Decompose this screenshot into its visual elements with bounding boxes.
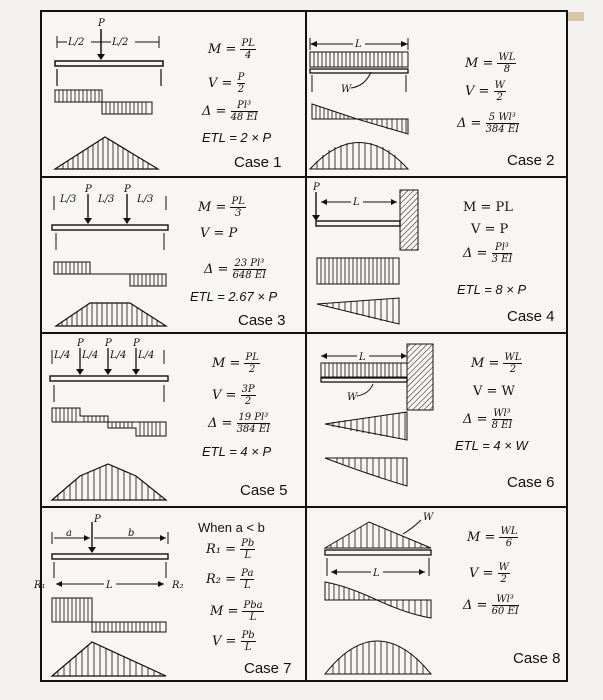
shear-formula: V = $\frac{P}{2}$	[208, 72, 245, 95]
case-2-cell	[307, 12, 566, 176]
case-8-cell	[307, 508, 566, 680]
case-3-load-label: P	[124, 184, 131, 195]
condition-text: When a < b	[198, 520, 265, 535]
case-label: Case 6	[507, 474, 555, 491]
shear-diagram-negative	[102, 102, 152, 114]
shear-diagram-negative	[357, 119, 408, 134]
moment-formula: M = $\frac{WL}{6}$	[467, 526, 518, 549]
span-label: b	[128, 528, 135, 539]
case-5-load-label: P	[133, 338, 140, 349]
beam	[325, 550, 431, 555]
moment-formula: M = $\frac{PL}{4}$	[208, 38, 255, 61]
reaction-label: R₁	[34, 580, 46, 591]
shear-diagram-negative	[92, 622, 166, 632]
deflection-formula: Δ = $\frac{\text{19 Pl³}}{384 EI}$	[208, 412, 271, 435]
span-label: L/3	[60, 194, 77, 205]
deflection-formula: Δ = $\frac{\text{Wl³}}{8 EI}$	[463, 408, 513, 431]
moment-formula: M = $\frac{PL}{2}$	[212, 352, 259, 375]
case-label: Case 3	[238, 312, 286, 329]
fixed-support	[400, 190, 418, 250]
case-2-load-label: W	[341, 84, 352, 95]
deflection-formula: Δ = $\frac{\text{23 Pl³}}{648 EI}$	[204, 258, 267, 281]
shear-formula: V = $\frac{3P}{2}$	[212, 384, 255, 407]
case-3-diagram	[42, 178, 305, 332]
span-label: L/4	[138, 350, 155, 361]
shear-formula: V = $\frac{W}{2}$	[469, 562, 509, 585]
case-label: Case 2	[507, 152, 555, 169]
case-6-cell	[307, 334, 566, 506]
beam	[50, 376, 168, 381]
span-label: L/2	[112, 37, 129, 48]
moment-diagram	[52, 642, 166, 676]
shear-formula: V = P	[471, 222, 509, 237]
case-5-load-label: P	[105, 338, 112, 349]
moment-diagram	[56, 303, 166, 326]
case-1-cell	[42, 12, 305, 176]
moment-formula: M = $\frac{PL}{3}$	[198, 196, 245, 219]
deflection-formula: Δ = $\frac{\text{5 Wl³}}{384 EI}$	[457, 112, 520, 135]
arrow-head-icon	[88, 547, 96, 553]
moment-formula: M = PL	[463, 200, 513, 215]
span-label: L	[353, 197, 360, 208]
span-label: L	[355, 39, 362, 50]
case-label: Case 4	[507, 308, 555, 325]
shear-formula: V = $\frac{Pb}{L}$	[212, 630, 255, 653]
span-label: L/4	[82, 350, 99, 361]
etl-formula: ETL = 4 × W	[455, 438, 528, 453]
span-label: L	[106, 580, 113, 591]
etl-formula: ETL = 4 × P	[202, 444, 272, 459]
fixed-support	[407, 344, 433, 410]
load-pointer	[403, 520, 421, 534]
moment-diagram	[325, 458, 407, 486]
moment-diagram	[52, 464, 166, 500]
etl-formula: ETL = 8 × P	[457, 282, 527, 297]
span-label: L/3	[137, 194, 154, 205]
cantilever-beam	[321, 378, 407, 382]
deflection-formula: Δ = $\frac{\text{Wl³}}{60 EI}$	[463, 594, 519, 617]
moment-formula: M = $\frac{WL}{2}$	[471, 352, 522, 375]
case-label: Case 7	[244, 660, 292, 677]
case-4-cell	[307, 178, 566, 332]
case-8-load-label: W	[423, 512, 434, 523]
shear-formula: V = $\frac{W}{2}$	[465, 80, 505, 103]
arrow-head-icon	[76, 369, 84, 375]
case-4-load-label: P	[313, 182, 320, 193]
span-label: a	[66, 528, 72, 539]
load-pointer	[357, 384, 373, 396]
deflection-formula: Δ = $\frac{\text{Pl³}}{3 EI}$	[463, 242, 513, 265]
shear-formula: V = P	[200, 226, 238, 241]
case-7-diagram	[34, 508, 305, 680]
arrow-head-icon	[123, 218, 131, 224]
beam	[310, 69, 408, 73]
case-7-cell	[34, 508, 305, 680]
distributed-load	[321, 363, 407, 377]
moment-formula: M = $\frac{WL}{8}$	[465, 52, 516, 75]
case-1-diagram	[42, 12, 305, 176]
moment-diagram	[55, 137, 158, 169]
case-3-load-label: P	[85, 184, 92, 195]
case-label: Case 8	[513, 650, 561, 667]
distributed-load	[310, 52, 408, 67]
span-label: L	[359, 352, 366, 363]
case-7-load-label: P	[94, 514, 101, 525]
etl-formula: ETL = 2 × P	[202, 130, 272, 145]
deflection-formula: Δ = $\frac{\text{Pl³}}{48 EI}$	[202, 100, 258, 123]
etl-formula: ETL = 2.67 × P	[190, 289, 278, 304]
case-6-load-label: W	[347, 392, 358, 403]
arrow-head-icon	[97, 54, 105, 60]
shear-diagram	[325, 412, 407, 440]
shear-formula: V = W	[473, 384, 515, 399]
moment-formula: M = $\frac{\text{Pba}}{L}$	[210, 600, 263, 623]
shear-diagram-positive	[312, 104, 357, 119]
load-pointer	[351, 72, 371, 88]
shear-diagram-positive	[54, 262, 90, 274]
span-label: L/2	[68, 37, 85, 48]
arrow-head-icon	[312, 215, 320, 221]
span-label: L	[373, 568, 380, 579]
case-label: Case 1	[234, 154, 282, 171]
beam-cases-table	[34, 10, 568, 682]
case-3-cell	[42, 178, 305, 332]
beam	[55, 61, 163, 66]
arrow-head-icon	[132, 369, 140, 375]
reaction-1-formula: R₁ = $\frac{Pb}{L}$	[206, 538, 255, 561]
reaction-label: R₂	[172, 580, 184, 591]
span-label: L/4	[110, 350, 127, 361]
span-label: L/4	[54, 350, 71, 361]
beam	[52, 554, 168, 559]
case-label: Case 5	[240, 482, 288, 499]
reaction-2-formula: R₂ = $\frac{Pa}{L}$	[206, 568, 254, 591]
cantilever-beam	[316, 221, 400, 226]
case-5-cell	[42, 334, 305, 506]
arrow-head-icon	[104, 369, 112, 375]
case-1-load-label: P	[98, 18, 105, 29]
beam	[52, 225, 168, 230]
shear-diagram-negative	[130, 274, 166, 286]
span-label: L/3	[98, 194, 115, 205]
case-5-load-label: P	[77, 338, 84, 349]
shear-diagram-negative	[108, 422, 166, 436]
moment-diagram	[325, 641, 431, 674]
arrow-head-icon	[84, 218, 92, 224]
